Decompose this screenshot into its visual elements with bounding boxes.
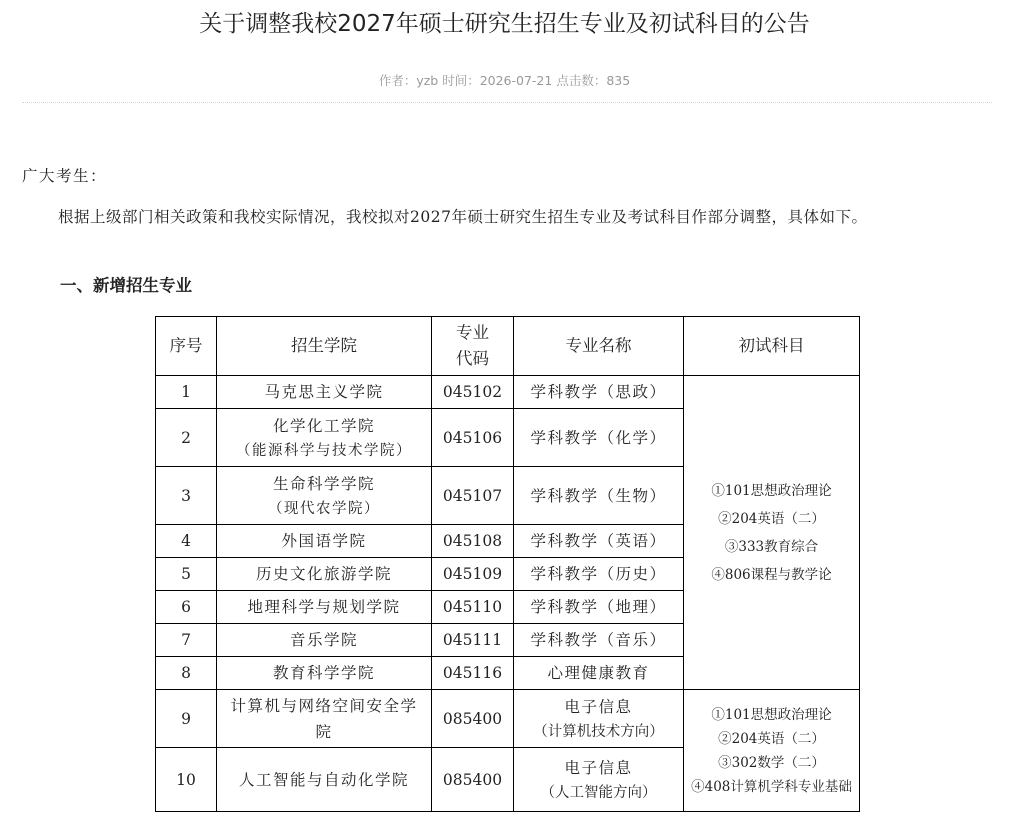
major-name: 学科教学（历史） (530, 565, 667, 583)
row-college (217, 467, 432, 525)
major-name: 学科教学（地理） (530, 598, 667, 616)
row-index: 1 (156, 376, 217, 409)
row-index: 10 (156, 748, 217, 812)
row-major-code: 045107 (432, 467, 514, 525)
row-major-name (514, 409, 684, 467)
major-name: 心理健康教育 (547, 664, 650, 682)
college-name: 计算机与网络空间安全学院 (230, 696, 418, 741)
college-name: 马克思主义学院 (264, 383, 384, 401)
row-major-code: 045111 (432, 624, 514, 657)
row-major-name (514, 748, 684, 812)
row-index: 7 (156, 624, 217, 657)
exam-subjects-group-1 (684, 376, 860, 690)
exam-subject: ④408计算机学科专业基础 (691, 778, 852, 795)
college-name: 人工智能与自动化学院 (238, 770, 409, 789)
section-heading-new-majors: 一、新增招生专业 (60, 276, 192, 295)
row-major-code: 045110 (432, 591, 514, 624)
exam-subject: ④806课程与教学论 (711, 566, 832, 583)
major-name: 学科教学（音乐） (530, 631, 667, 649)
exam-subject: ②204英语（二） (718, 730, 825, 747)
row-college (217, 558, 432, 591)
row-college (217, 409, 432, 467)
header-code (432, 317, 514, 376)
major-name: 电子信息 (564, 697, 633, 716)
college-name: 化学化工学院 (272, 416, 375, 435)
row-major-code: 045109 (432, 558, 514, 591)
major-name: 学科教学（化学） (530, 428, 667, 447)
row-index: 9 (156, 690, 217, 748)
major-name: 学科教学（思政） (530, 383, 667, 401)
major-direction: （人工智能方向） (540, 784, 657, 801)
row-college (217, 748, 432, 812)
college-subname: （现代农学院） (268, 500, 380, 517)
new-majors-table (155, 316, 860, 812)
article-title: 关于调整我校2027年硕士研究生招生专业及初试科目的公告 (199, 11, 810, 37)
row-major-name (514, 467, 684, 525)
row-major-code: 045108 (432, 525, 514, 558)
header-code-line2: 代码 (456, 349, 489, 368)
college-name: 音乐学院 (289, 631, 358, 649)
table-header-row (156, 317, 860, 376)
exam-subject: ②204英语（二） (718, 510, 825, 527)
row-college (217, 657, 432, 690)
row-major-code: 085400 (432, 748, 514, 812)
major-name: 学科教学（英语） (530, 532, 667, 550)
row-index: 8 (156, 657, 217, 690)
row-major-code: 045106 (432, 409, 514, 467)
major-name: 学科教学（生物） (530, 486, 667, 505)
row-college (217, 376, 432, 409)
header-index: 序号 (156, 317, 217, 376)
table-row (156, 690, 860, 748)
greeting: 广大考生： (22, 167, 108, 185)
row-index: 5 (156, 558, 217, 591)
row-major-code: 085400 (432, 690, 514, 748)
header-major: 专业名称 (514, 317, 684, 376)
row-major-code: 045116 (432, 657, 514, 690)
college-name: 历史文化旅游学院 (255, 565, 392, 583)
title-divider (22, 102, 992, 103)
row-index: 3 (156, 467, 217, 525)
header-code-line1: 专业 (456, 323, 489, 342)
row-college (217, 690, 432, 748)
college-name: 地理科学与规划学院 (247, 598, 401, 616)
major-name: 电子信息 (564, 758, 633, 777)
exam-subject: ③333教育综合 (724, 538, 819, 555)
header-exam: 初试科目 (684, 317, 860, 376)
exam-subject: ①101思想政治理论 (711, 482, 832, 499)
row-major-name (514, 657, 684, 690)
row-major-name (514, 558, 684, 591)
row-college (217, 624, 432, 657)
exam-subjects-group-2 (684, 690, 860, 812)
row-college (217, 525, 432, 558)
row-major-name (514, 591, 684, 624)
row-major-name (514, 376, 684, 409)
row-index: 6 (156, 591, 217, 624)
row-index: 2 (156, 409, 217, 467)
intro-paragraph: 根据上级部门相关政策和我校实际情况，我校拟对2027年硕士研究生招生专业及考试科目作部分调整，具体如下。 (58, 208, 868, 226)
row-major-name (514, 525, 684, 558)
exam-subject: ①101思想政治理论 (711, 706, 832, 723)
header-college: 招生学院 (217, 317, 432, 376)
row-index: 4 (156, 525, 217, 558)
college-name: 外国语学院 (281, 532, 367, 550)
row-college (217, 591, 432, 624)
major-direction: （计算机技术方向） (533, 723, 664, 740)
row-major-name (514, 690, 684, 748)
table-row (156, 376, 860, 409)
college-subname: （能源科学与技术学院） (236, 442, 412, 459)
college-name: 教育科学学院 (272, 664, 375, 682)
article-meta: 作者：yzb 时间：2026-07-21 点击数：835 (378, 73, 631, 88)
row-major-code: 045102 (432, 376, 514, 409)
exam-subject: ③302数学（二） (718, 754, 825, 771)
row-major-name (514, 624, 684, 657)
college-name: 生命科学学院 (272, 474, 375, 493)
